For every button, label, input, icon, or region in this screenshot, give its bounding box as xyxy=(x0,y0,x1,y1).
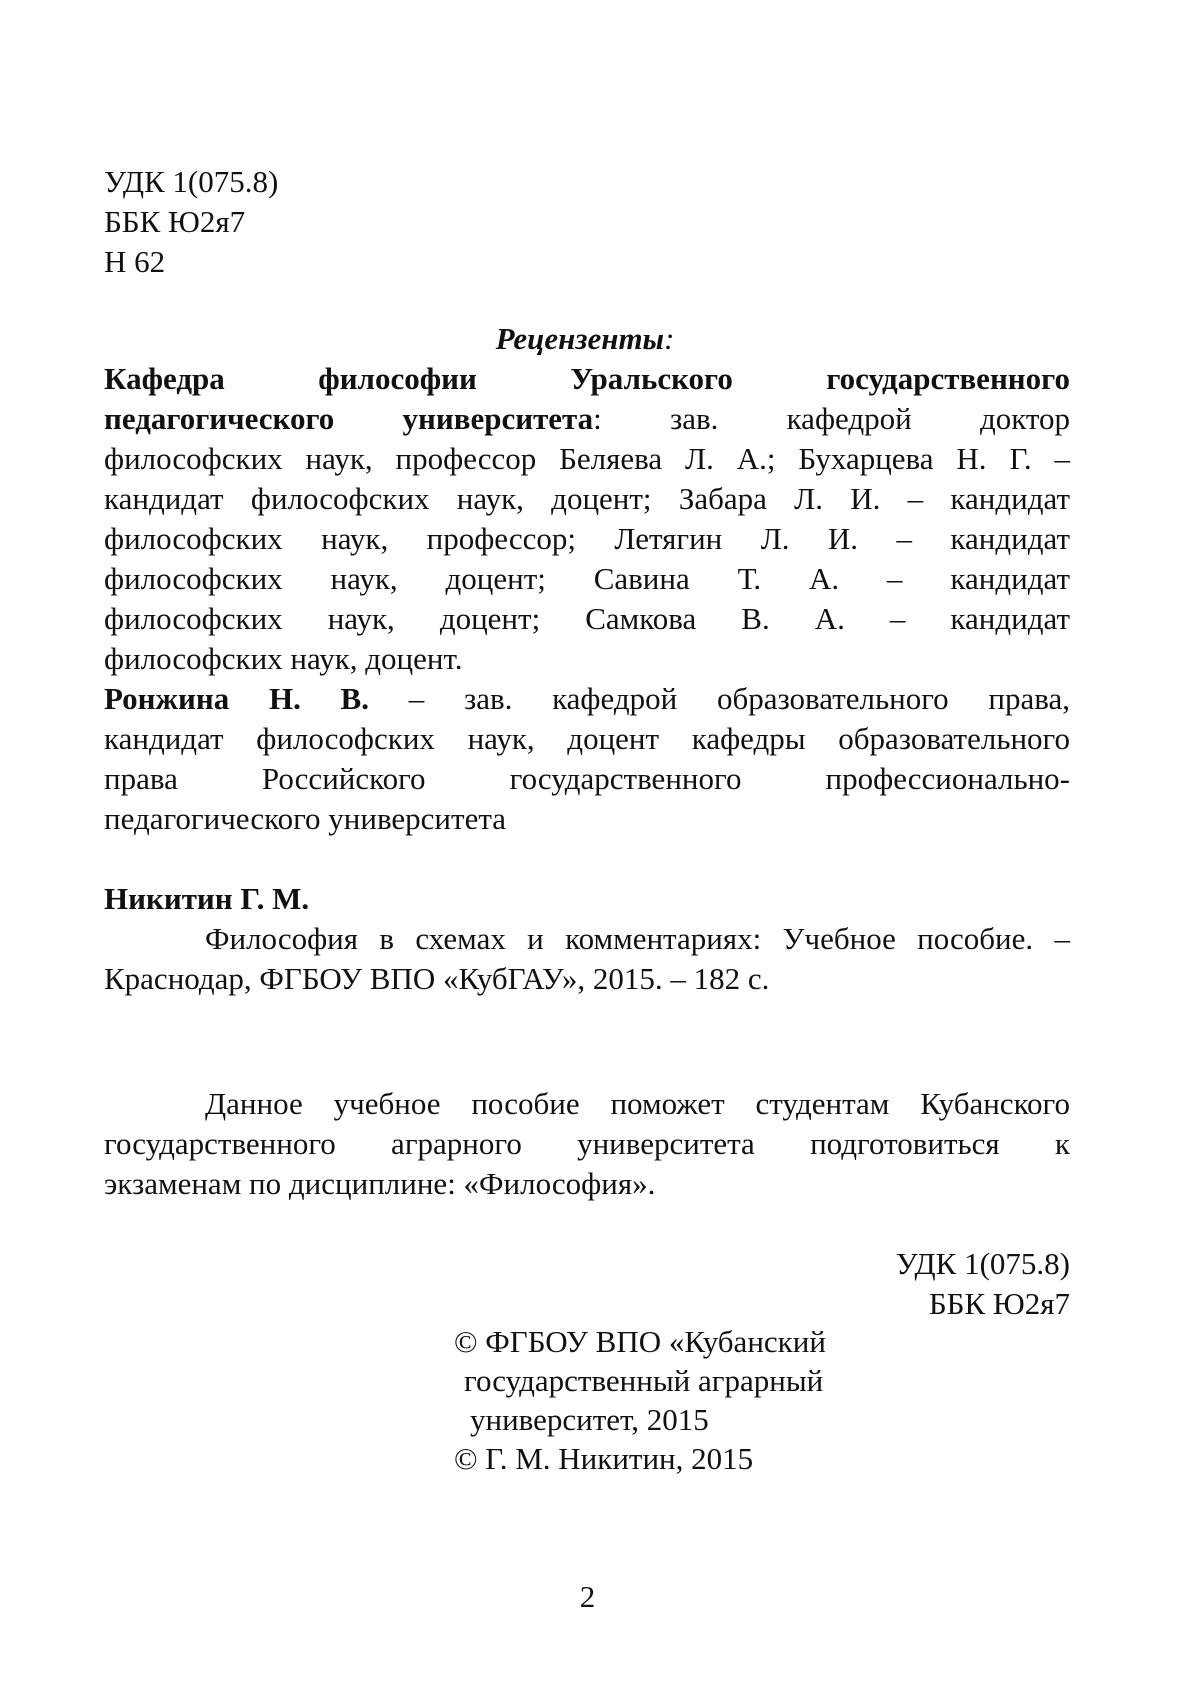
book-author: Никитин Г. М. xyxy=(104,881,310,916)
dept-line-4: кандидат философских наук, доцент; Забара Л. И. – кандидат xyxy=(104,481,1070,516)
annotation-line-3: экзаменам по дисциплине: «Философия». xyxy=(104,1166,656,1201)
copyright-1-line-1: © ФГБОУ ВПО «Кубанский xyxy=(454,1324,826,1359)
person-line-1 xyxy=(104,680,1070,718)
dept-line-1 xyxy=(104,360,1070,398)
dept-bold-word: философии xyxy=(318,361,477,396)
person-line-2: кандидат философских наук, доцент кафедры образовательного xyxy=(104,721,1070,756)
dept-bold-word: Уральского xyxy=(570,361,733,396)
book-desc-line-1: Философия в схемах и комментариях: Учебное пособие. – xyxy=(205,921,1070,956)
dept-line-2 xyxy=(104,400,1070,438)
reviewers-heading xyxy=(0,320,1170,358)
reviewers-title-colon: : xyxy=(664,321,675,356)
dept-line-8: философских наук, доцент. xyxy=(104,641,463,676)
footer-udk: УДК 1(075.8) xyxy=(895,1246,1070,1281)
dept-bold-word: государственного xyxy=(826,361,1070,396)
author-mark: Н 62 xyxy=(104,244,166,279)
person-name: Ронжина Н. В. xyxy=(104,681,369,716)
annotation-line-1: Данное учебное пособие поможет студентам Кубанского xyxy=(205,1086,1070,1121)
person-line-3: права Российского государственного профессионально- xyxy=(104,761,1070,796)
copyright-2: © Г. М. Никитин, 2015 xyxy=(454,1441,754,1476)
dept-line-6: философских наук, доцент; Савина Т. А. – кандидат xyxy=(104,561,1070,596)
dept-bold-line-2: педагогического университета xyxy=(104,401,594,436)
page-number: 2 xyxy=(579,1579,596,1614)
footer-bbk: ББК Ю2я7 xyxy=(928,1286,1070,1321)
bbk-code: ББК Ю2я7 xyxy=(104,204,246,239)
book-desc-line-2: Краснодар, ФГБОУ ВПО «КубГАУ», 2015. – 182 с. xyxy=(104,961,770,996)
reviewers-title: Рецензенты xyxy=(495,321,665,356)
person-line-4: педагогического университета xyxy=(104,801,507,836)
udk-code: УДК 1(075.8) xyxy=(104,164,279,199)
dept-bold-line-1 xyxy=(104,360,1070,398)
dept-line-2-rest: : зав. кафедрой доктор xyxy=(593,401,1071,436)
dept-line-3: философских наук, профессор Беляева Л. А.; Бухарцева Н. Г. – xyxy=(104,441,1070,476)
dept-bold-word: Кафедра xyxy=(104,361,225,396)
annotation-line-2: государственного аграрного университета подготовиться к xyxy=(104,1126,1070,1161)
dept-line-5: философских наук, профессор; Летягин Л. И. – кандидат xyxy=(104,521,1070,556)
copyright-1-line-2: государственный аграрный xyxy=(464,1363,824,1398)
dept-line-7: философских наук, доцент; Самкова В. А. – кандидат xyxy=(104,601,1070,636)
copyright-1-line-3: университет, 2015 xyxy=(470,1402,709,1437)
person-line-1-rest: – зав. кафедрой образовательного права, xyxy=(368,681,1071,716)
